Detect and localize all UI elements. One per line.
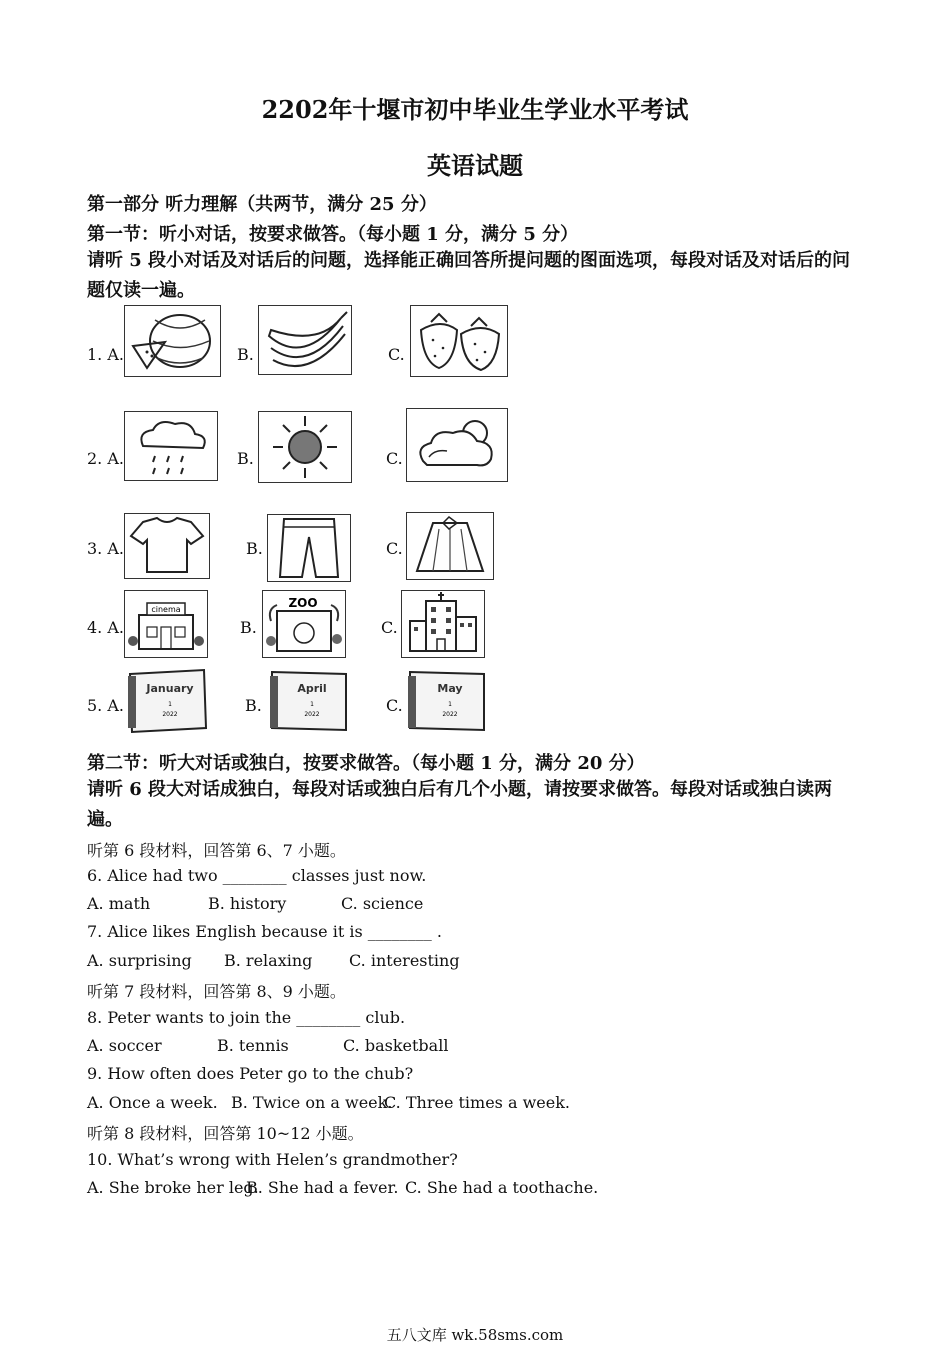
calendar-year: 2022: [442, 711, 458, 718]
exam-subtitle: 英语试题: [427, 151, 523, 180]
question-10: 10. What’s wrong with Helen’s grandmother?: [87, 1150, 458, 1169]
zoo-sign: ZOO: [288, 596, 318, 610]
skirt-icon[interactable]: [406, 512, 494, 580]
calendar-day: 1: [310, 701, 314, 708]
question-9: 9. How often does Peter go to the chub?: [87, 1064, 414, 1083]
calendar-january-icon[interactable]: [124, 668, 210, 734]
q7-option-b[interactable]: B. relaxing: [224, 951, 313, 970]
q2-option-c-letter: C.: [386, 449, 403, 468]
calendar-year: 2022: [304, 711, 320, 718]
footer-watermark: 五八文库 wk.58sms.com: [386, 1326, 564, 1344]
material-6-note: 听第 6 段材料，回答第 6、7 小题。: [87, 841, 346, 860]
cinema-icon[interactable]: [124, 590, 208, 658]
tshirt-icon[interactable]: [124, 513, 210, 579]
q4-option-b-letter: B.: [240, 618, 257, 637]
sun-icon[interactable]: [258, 411, 352, 483]
q10-option-a[interactable]: A. She broke her leg.: [87, 1178, 259, 1197]
q8-option-c[interactable]: C. basketball: [343, 1036, 449, 1055]
zoo-icon[interactable]: [262, 590, 346, 658]
q10-option-b[interactable]: B. She had a fever.: [246, 1178, 399, 1197]
question-3-label: 3. A.: [87, 539, 124, 558]
cinema-sign: cinema: [151, 605, 181, 614]
q3-option-c-letter: C.: [386, 539, 403, 558]
q8-option-a[interactable]: A. soccer: [87, 1036, 162, 1055]
part1-heading: 第一部分 听力理解（共两节，满分 25 分）: [87, 194, 437, 215]
bananas-icon[interactable]: [258, 305, 352, 375]
calendar-year: 2022: [162, 711, 178, 718]
question-1-label: 1. A.: [87, 345, 124, 364]
q9-option-c[interactable]: C. Three times a week.: [384, 1093, 571, 1112]
calendar-month: May: [437, 682, 463, 695]
q10-option-c[interactable]: C. She had a toothache.: [405, 1178, 599, 1197]
material-8-note: 听第 8 段材料，回答第 10~12 小题。: [87, 1124, 364, 1143]
q4-option-c-letter: C.: [381, 618, 398, 637]
q9-option-b[interactable]: B. Twice on a week.: [231, 1093, 393, 1112]
question-4-label: 4. A.: [87, 618, 124, 637]
cloudy-icon[interactable]: [406, 408, 508, 482]
strawberries-icon[interactable]: [410, 305, 508, 377]
calendar-day: 1: [448, 701, 452, 708]
q7-option-c[interactable]: C. interesting: [349, 951, 460, 970]
q1-option-c-letter: C.: [388, 345, 405, 364]
calendar-month: January: [146, 682, 194, 695]
calendar-day: 1: [168, 701, 172, 708]
calendar-may-icon[interactable]: [404, 668, 490, 734]
watermelon-icon[interactable]: [124, 305, 221, 377]
q8-option-b[interactable]: B. tennis: [217, 1036, 289, 1055]
question-7: 7. Alice likes English because it is ________ .: [87, 922, 442, 941]
q2-option-b-letter: B.: [237, 449, 254, 468]
section1-heading: 第一节：听小对话，按要求做答。（每小题 1 分，满分 5 分）: [87, 224, 579, 245]
q5-option-c-letter: C.: [386, 696, 403, 715]
question-2-label: 2. A.: [87, 449, 124, 468]
question-5-label: 5. A.: [87, 696, 124, 715]
hospital-icon[interactable]: [401, 590, 485, 658]
section1-instructions: 请听 5 段小对话及对话后的问题，选择能正确回答所提问题的图面选项，每段对话及对话后的问题仅读一遍。: [87, 250, 851, 301]
q1-option-b-letter: B.: [237, 345, 254, 364]
calendar-april-icon[interactable]: [266, 668, 352, 734]
rain-icon[interactable]: [124, 411, 218, 481]
material-7-note: 听第 7 段材料，回答第 8、9 小题。: [87, 982, 346, 1001]
q9-option-a[interactable]: A. Once a week.: [87, 1093, 218, 1112]
pants-icon[interactable]: [267, 514, 351, 582]
calendar-month: April: [297, 682, 327, 695]
q3-option-b-letter: B.: [246, 539, 263, 558]
section2-heading: 第二节：听大对话或独白，按要求做答。（每小题 1 分，满分 20 分）: [87, 753, 645, 774]
question-8: 8. Peter wants to join the ________ club.: [87, 1008, 406, 1027]
exam-title: 2202年十堰市初中毕业生学业水平考试: [261, 95, 689, 124]
section2-instructions: 请听 6 段大对话成独白，每段对话或独白后有几个小题，请按要求做答。每段对话或独白读两遍。: [87, 779, 833, 830]
q6-option-a[interactable]: A. math: [87, 894, 151, 913]
q6-option-c[interactable]: C. science: [341, 894, 424, 913]
q6-option-b[interactable]: B. history: [208, 894, 287, 913]
question-6: 6. Alice had two ________ classes just now.: [87, 866, 427, 885]
q7-option-a[interactable]: A. surprising: [87, 951, 192, 970]
q5-option-b-letter: B.: [245, 696, 262, 715]
